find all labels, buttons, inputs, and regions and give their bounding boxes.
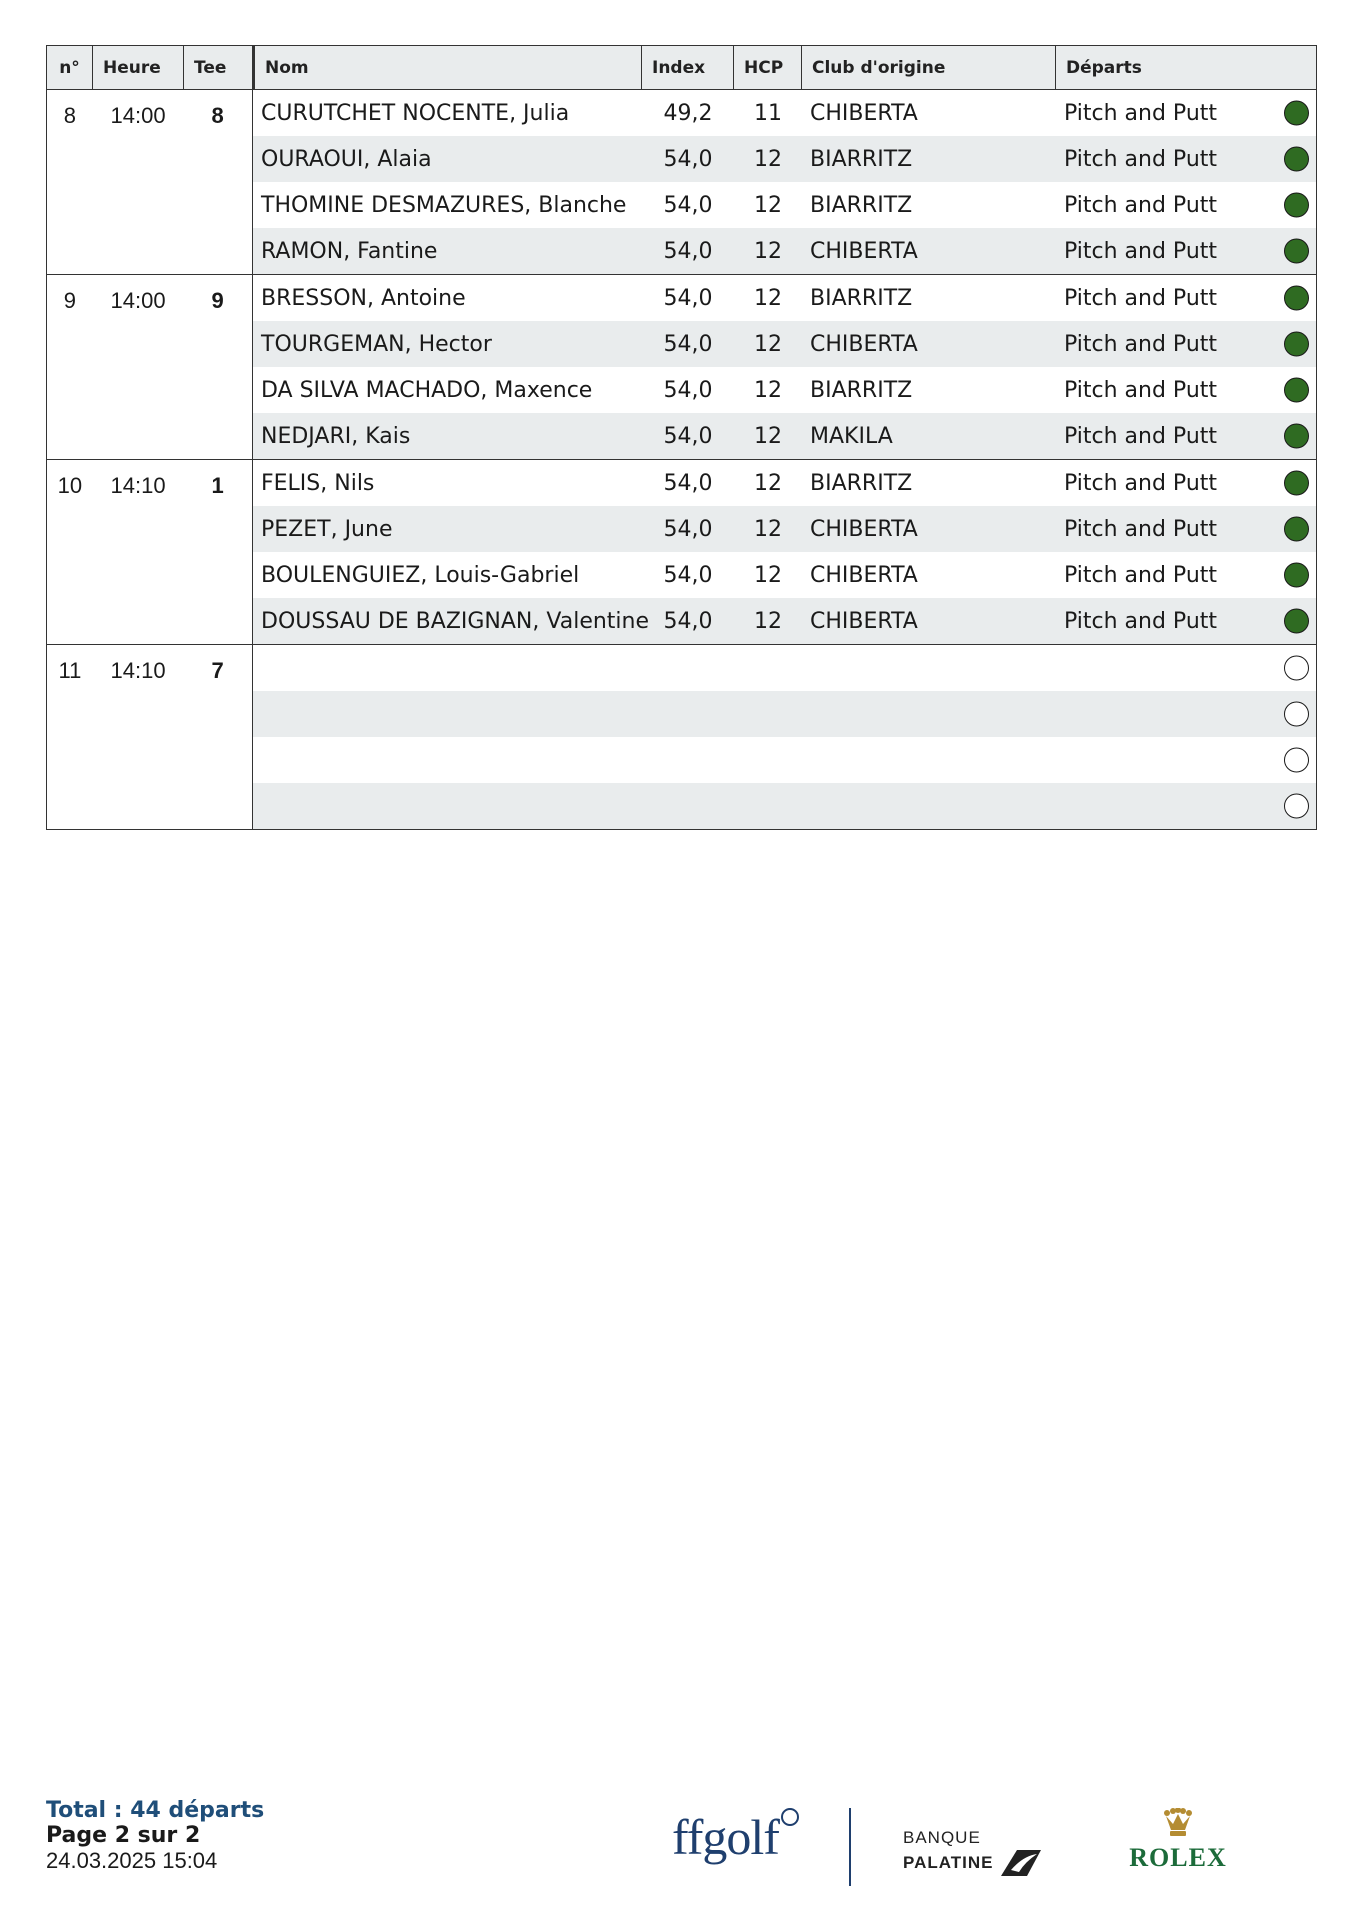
group-number: 8 bbox=[63, 103, 77, 128]
rolex-logo bbox=[1126, 1808, 1230, 1873]
player-index: 54,0 bbox=[663, 331, 713, 357]
status-dot-filled-icon bbox=[1284, 193, 1309, 218]
tee-group bbox=[46, 645, 1317, 830]
player-depart: Pitch and Putt bbox=[1064, 423, 1218, 449]
table-row bbox=[253, 228, 1316, 274]
start-list-table bbox=[46, 45, 1317, 830]
player-index: 54,0 bbox=[663, 192, 713, 218]
player-club: BIARRITZ bbox=[810, 377, 913, 403]
header-n: n° bbox=[47, 46, 93, 89]
player-index: 54,0 bbox=[663, 285, 713, 311]
group-meta bbox=[47, 90, 253, 274]
table-row bbox=[253, 90, 1316, 136]
group-meta bbox=[47, 460, 253, 644]
player-hcp: 12 bbox=[754, 516, 782, 542]
group-tee: 9 bbox=[211, 288, 224, 313]
header-departs: Départs bbox=[1066, 57, 1142, 78]
table-row bbox=[253, 460, 1316, 506]
total-departs: Total : 44 départs bbox=[46, 1798, 265, 1823]
table-row bbox=[253, 645, 1316, 691]
table-row bbox=[253, 737, 1316, 783]
player-hcp: 12 bbox=[754, 423, 782, 449]
status-dot-filled-icon bbox=[1284, 563, 1309, 588]
status-dot-filled-icon bbox=[1284, 101, 1309, 126]
player-index: 54,0 bbox=[663, 608, 713, 634]
player-depart: Pitch and Putt bbox=[1064, 608, 1218, 634]
status-dot-filled-icon bbox=[1284, 424, 1309, 449]
player-index: 54,0 bbox=[663, 238, 713, 264]
table-row bbox=[253, 552, 1316, 598]
player-index: 54,0 bbox=[663, 146, 713, 172]
group-tee: 1 bbox=[211, 473, 224, 498]
group-number: 10 bbox=[57, 473, 83, 498]
player-name: FELIS, Nils bbox=[261, 470, 375, 496]
group-time: 14:10 bbox=[110, 473, 166, 498]
print-datetime: 24.03.2025 15:04 bbox=[46, 1848, 218, 1873]
status-dot-empty-icon bbox=[1284, 656, 1309, 681]
player-club: CHIBERTA bbox=[810, 608, 918, 634]
ffgolf-logo bbox=[672, 1808, 779, 1866]
group-number: 11 bbox=[58, 658, 82, 683]
group-players bbox=[253, 645, 1316, 829]
tee-group bbox=[46, 275, 1317, 460]
status-dot-filled-icon bbox=[1284, 147, 1309, 172]
banque-palatine-line2: PALATINE bbox=[903, 1853, 994, 1872]
player-hcp: 12 bbox=[754, 608, 782, 634]
group-meta bbox=[47, 275, 253, 459]
group-number: 9 bbox=[63, 288, 77, 313]
player-name: DA SILVA MACHADO, Maxence bbox=[261, 377, 593, 403]
player-hcp: 12 bbox=[754, 285, 782, 311]
player-club: BIARRITZ bbox=[810, 470, 913, 496]
rolex-wordmark: ROLEX bbox=[1129, 1843, 1227, 1872]
player-hcp: 12 bbox=[754, 146, 782, 172]
player-club: CHIBERTA bbox=[810, 331, 918, 357]
player-depart: Pitch and Putt bbox=[1064, 146, 1218, 172]
player-hcp: 11 bbox=[754, 100, 782, 126]
player-name: THOMINE DESMAZURES, Blanche bbox=[261, 192, 627, 218]
status-dot-empty-icon bbox=[1284, 702, 1309, 727]
player-club: CHIBERTA bbox=[810, 516, 918, 542]
player-hcp: 12 bbox=[754, 377, 782, 403]
header-heure: Heure bbox=[93, 46, 184, 89]
crown-icon bbox=[1163, 1808, 1193, 1838]
group-meta bbox=[47, 645, 253, 829]
player-index: 54,0 bbox=[663, 516, 713, 542]
status-dot-filled-icon bbox=[1284, 517, 1309, 542]
table-row bbox=[253, 783, 1316, 829]
player-depart: Pitch and Putt bbox=[1064, 470, 1218, 496]
ffgolf-logo-text: ffgolf bbox=[672, 1809, 779, 1865]
group-time: 14:00 bbox=[110, 103, 166, 128]
player-depart: Pitch and Putt bbox=[1064, 285, 1218, 311]
player-hcp: 12 bbox=[754, 238, 782, 264]
player-club: BIARRITZ bbox=[810, 146, 913, 172]
player-name: BOULENGUIEZ, Louis-Gabriel bbox=[261, 562, 580, 588]
player-index: 54,0 bbox=[663, 423, 713, 449]
player-club: BIARRITZ bbox=[810, 192, 913, 218]
player-hcp: 12 bbox=[754, 470, 782, 496]
player-depart: Pitch and Putt bbox=[1064, 192, 1218, 218]
player-club: MAKILA bbox=[810, 423, 893, 449]
table-row bbox=[253, 321, 1316, 367]
player-name: DOUSSAU DE BAZIGNAN, Valentine bbox=[261, 608, 650, 634]
group-tee: 7 bbox=[211, 658, 224, 683]
player-club: CHIBERTA bbox=[810, 100, 918, 126]
banque-palatine-logo bbox=[903, 1830, 1043, 1880]
page-number: Page 2 sur 2 bbox=[46, 1823, 201, 1848]
status-dot-filled-icon bbox=[1284, 609, 1309, 634]
player-index: 49,2 bbox=[663, 100, 713, 126]
table-row bbox=[253, 275, 1316, 321]
player-name: PEZET, June bbox=[261, 516, 393, 542]
player-name: OURAOUI, Alaia bbox=[261, 146, 432, 172]
table-row bbox=[253, 598, 1316, 644]
player-index: 54,0 bbox=[663, 377, 713, 403]
player-depart: Pitch and Putt bbox=[1064, 562, 1218, 588]
player-hcp: 12 bbox=[754, 331, 782, 357]
group-time: 14:10 bbox=[110, 658, 166, 683]
player-club: CHIBERTA bbox=[810, 238, 918, 264]
player-hcp: 12 bbox=[754, 562, 782, 588]
header-nom: Nom bbox=[253, 46, 642, 89]
footer-info bbox=[46, 1798, 264, 1873]
status-dot-filled-icon bbox=[1284, 378, 1309, 403]
player-name: CURUTCHET NOCENTE, Julia bbox=[261, 100, 570, 126]
tee-group bbox=[46, 460, 1317, 645]
table-row bbox=[253, 691, 1316, 737]
tee-group bbox=[46, 90, 1317, 275]
player-depart: Pitch and Putt bbox=[1064, 516, 1218, 542]
status-dot-empty-icon bbox=[1284, 794, 1309, 819]
header-tee: Tee bbox=[184, 46, 253, 89]
header-index: Index bbox=[642, 46, 734, 89]
table-row bbox=[253, 413, 1316, 459]
table-row bbox=[253, 367, 1316, 413]
group-players bbox=[253, 460, 1316, 644]
player-club: BIARRITZ bbox=[810, 285, 913, 311]
player-name: BRESSON, Antoine bbox=[261, 285, 466, 311]
group-time: 14:00 bbox=[110, 288, 166, 313]
player-depart: Pitch and Putt bbox=[1064, 331, 1218, 357]
header-hcp: HCP bbox=[734, 46, 802, 89]
player-index: 54,0 bbox=[663, 562, 713, 588]
player-club: CHIBERTA bbox=[810, 562, 918, 588]
status-dot-filled-icon bbox=[1284, 239, 1309, 264]
status-dot-empty-icon bbox=[1284, 748, 1309, 773]
status-dot-filled-icon bbox=[1284, 471, 1309, 496]
logo-divider bbox=[849, 1808, 851, 1886]
player-hcp: 12 bbox=[754, 192, 782, 218]
status-dot-filled-icon bbox=[1284, 332, 1309, 357]
player-depart: Pitch and Putt bbox=[1064, 238, 1218, 264]
palatine-swoosh-icon bbox=[997, 1846, 1043, 1880]
groups-body bbox=[46, 90, 1317, 830]
player-name: NEDJARI, Kais bbox=[261, 423, 411, 449]
table-header bbox=[46, 45, 1317, 90]
header-club: Club d'origine bbox=[802, 46, 1056, 89]
group-players bbox=[253, 275, 1316, 459]
registered-mark-icon bbox=[781, 1808, 799, 1826]
player-index: 54,0 bbox=[663, 470, 713, 496]
table-row bbox=[253, 182, 1316, 228]
status-dot-filled-icon bbox=[1284, 286, 1309, 311]
table-row bbox=[253, 136, 1316, 182]
player-name: RAMON, Fantine bbox=[261, 238, 438, 264]
player-name: TOURGEMAN, Hector bbox=[261, 331, 492, 357]
player-depart: Pitch and Putt bbox=[1064, 100, 1218, 126]
player-depart: Pitch and Putt bbox=[1064, 377, 1218, 403]
banque-palatine-line1: BANQUE bbox=[903, 1828, 981, 1847]
group-tee: 8 bbox=[211, 103, 224, 128]
table-row bbox=[253, 506, 1316, 552]
group-players bbox=[253, 90, 1316, 274]
